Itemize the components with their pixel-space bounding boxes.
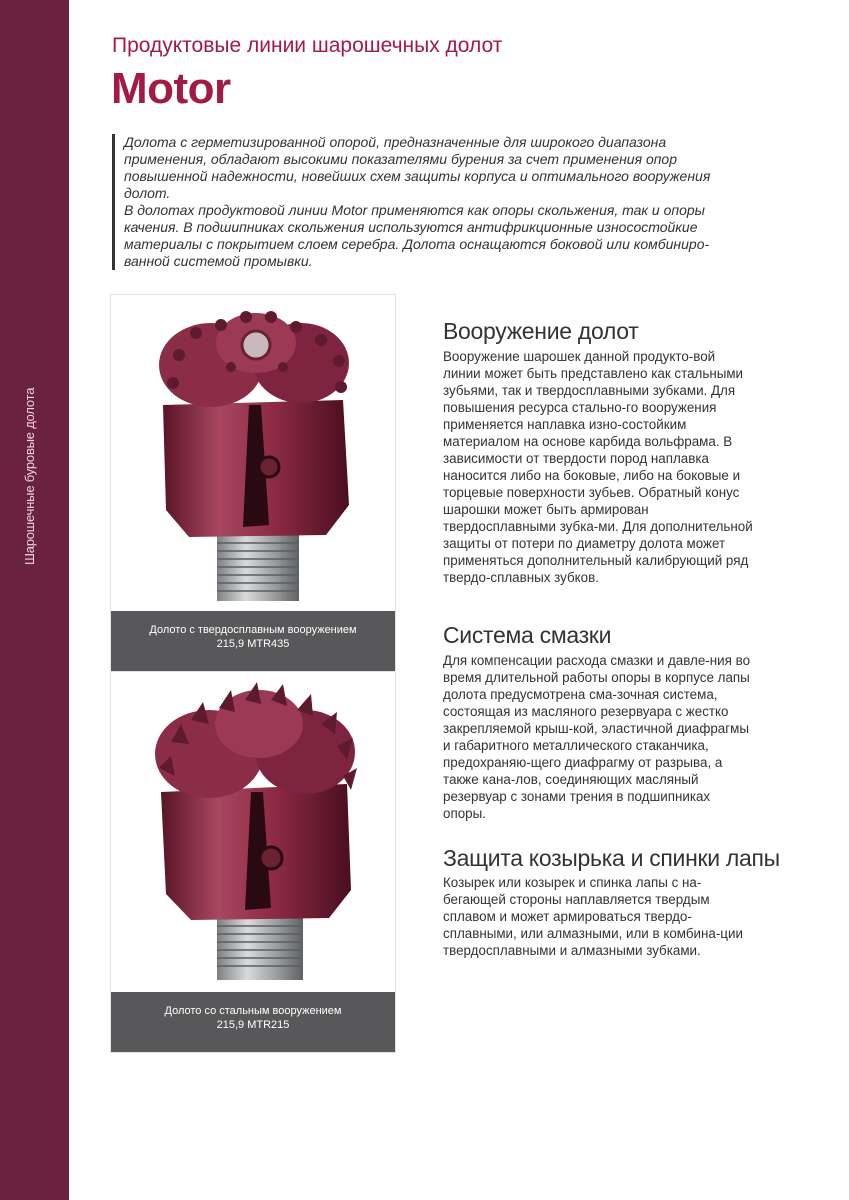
figure-caption-line2: 215,9 MTR435	[216, 638, 290, 650]
sidebar	[0, 0, 69, 1200]
section-title-cutting-structure: Вооружение долот	[443, 318, 639, 344]
figure-caption	[111, 611, 395, 671]
intro-block	[112, 134, 744, 270]
section-title-lubrication: Система смазки	[443, 622, 612, 648]
section-body-shirttail-protection: Козырек или козырек и спинка лапы с на-бегающей стороны наплавляется твердым сплавом и может армироваться твердо-сплавными, или алмазными, или в комбина-ции твердосплавными и алмазными зубками.	[443, 875, 743, 958]
bit-photo-carbide	[111, 295, 395, 611]
section-body-lubrication: Для компенсации расхода смазки и давле-ния во время длительной работы опоры в корпусе лапы долота предусмотрена сма-зочная система, состоящая из масляного резервуара с жестко закрепляемой крыш-кой, эластичной диафрагмы и габаритного металлического стаканчика, предохраняю-щего диафрагму от разрыва, а также кана-лов, соединяющих масляный резервуар с зонами трения в подшипниках опоры.	[443, 653, 751, 821]
bit-photo-steel	[111, 672, 395, 992]
figure-caption-line1: Долото с твердосплавным вооружением	[149, 624, 357, 636]
page-title: Motor	[111, 64, 231, 113]
figure-caption-line1: Долото со стальным вооружением	[164, 1005, 342, 1017]
figure-caption-line2: 215,9 MTR215	[216, 1019, 290, 1031]
sidebar-label: Шарошечные буровые долота	[22, 387, 37, 565]
figure-steel-tooth-bit	[110, 671, 396, 1053]
section-title-shirttail-protection: Защита козырька и спинки лапы	[443, 845, 780, 871]
section-body-cutting-structure: Вооружение шарошек данной продукто-вой линии может быть представлено как стальными зубьями, так и твердосплавными зубками. Для повышения ресурса стально-го вооружения применяется наплавка изно-состойким материалом на основе карбида вольфрама. В зависимости от твердости пород наплавка наносится либо на боковые, либо на боковые и торцевые поверхности зубьев. Обратный конус шарошки может быть армирован твердосплавными зубка-ми. Для дополнительной защиты от потери по диаметру долота может применяться дополнительный калибрующий ряд твердо-сплавных зубков.	[443, 349, 753, 585]
page-subtitle: Продуктовые линии шарошечных долот	[112, 34, 503, 57]
figure-carbide-bit	[110, 294, 396, 672]
intro-paragraph-1: Долота с герметизированной опорой, предназначенные для широкого диапазона применения, обладают высокими показателями бурения за счет применения опор повышенной надежности, новейших схем защиты корпуса и оптимального вооружения долот.	[124, 134, 711, 201]
drill-bit-image	[111, 672, 395, 992]
intro-paragraph-2: В долотах продуктовой линии Motor применяются как опоры скольжения, так и опоры качения. В подшипниках скольжения используются антифрикционные износостойкие материалы с покрытием слоем серебра. Долота оснащаются боковой или комбиниро-ванной системой промывки.	[124, 202, 710, 269]
drill-bit-image	[111, 295, 395, 611]
figure-caption	[111, 992, 395, 1052]
